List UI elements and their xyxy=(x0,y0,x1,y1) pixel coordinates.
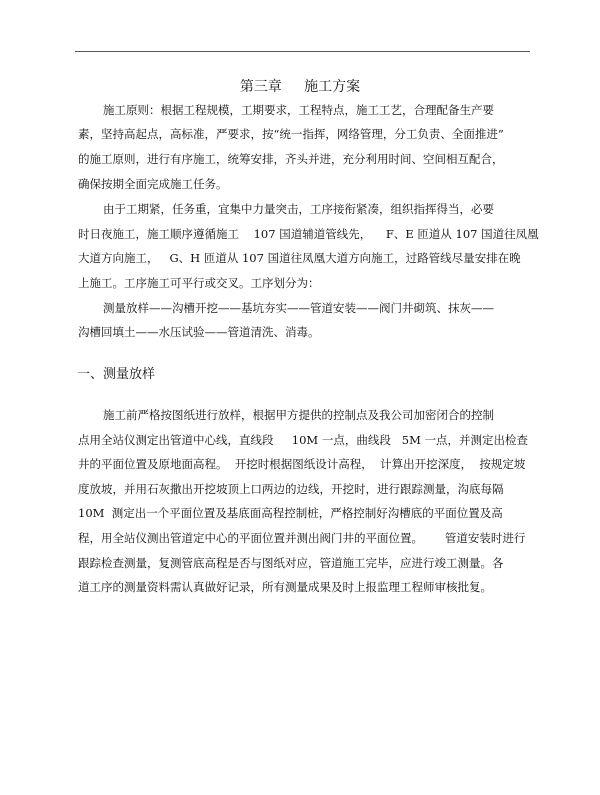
paragraph-line: 沟槽回填土——水压试验——管道清洗、消毒。 xyxy=(78,325,320,339)
paragraph-line: 大道方向施工， G、H 匝道从 107 国道往凤凰大道方向施工，过路管线尽量安排在晚 xyxy=(78,251,521,265)
paragraph-line: 井的平面位置及原地面高程。 开挖时根据图纸设计高程， 计算出开挖深度， 按规定坡 xyxy=(78,457,526,471)
header-rule xyxy=(75,51,530,52)
paragraph-line: 度放坡，并用石灰撒出开挖坡顶上口两边的边线，开挖时，进行跟踪测量，沟底每隔 xyxy=(78,482,504,496)
paragraph-line: 时日夜施工，施工顺序遵循施工 107 国道辅道管线先， F、E 匝道从 107 国道往凤凰 xyxy=(78,227,539,241)
paragraph-line: 施工原则：根据工程规模，工期要求，工程特点，施工工艺，合理配备生产要 xyxy=(103,103,494,117)
paragraph-line: 由于工期紧，任务重，宜集中力量突击，工序接衔紧凑，组织指挥得当，必要 xyxy=(103,202,494,216)
paragraph-line: 上施工。工序施工可平行或交叉。工序划分为： xyxy=(78,276,320,290)
section-heading: 一、测量放样 xyxy=(77,367,156,382)
paragraph-line: 的施工原则，进行有序施工，统筹安排，齐头并进，充分利用时间、空间相互配合， xyxy=(78,152,504,166)
paragraph-line: 确保按期全面完成施工任务。 xyxy=(78,177,228,191)
paragraph-line: 道工序的测量资料需认真做好记录，所有测量成果及时上报监理工程师审核批复。 xyxy=(78,580,492,594)
paragraph-line: 跟踪检查测量，复测管底高程是否与图纸对应，管道施工完毕，应进行竣工测量。各 xyxy=(78,556,504,570)
paragraph-line: 程，用全站仪测出管道定中心的平面位置并测出阀门井的平面位置。 管道安装时进行 xyxy=(78,531,526,545)
paragraph-line: 素，坚持高起点，高标准，严要求，按“统一指挥，网络管理，分工负责、全面推进” xyxy=(78,127,504,141)
paragraph-line: 10M 测定出一个平面位置及基底面高程控制桩，严格控制好沟槽底的平面位置及高 xyxy=(78,506,503,520)
paragraph-line: 点用全站仪测定出管道中心线，直线段 10M 一点，曲线段 5M 一点，并测定出检查 xyxy=(78,433,529,447)
paragraph-line: 测量放样——沟槽开挖——基坑夯实——管道安装——阀门井砌筑、抹灰—— xyxy=(103,301,494,315)
paragraph-line: 施工前严格按图纸进行放样，根据甲方提供的控制点及我公司加密闭合的控制 xyxy=(103,408,494,422)
chapter-title: 第三章 施工方案 xyxy=(239,79,361,95)
